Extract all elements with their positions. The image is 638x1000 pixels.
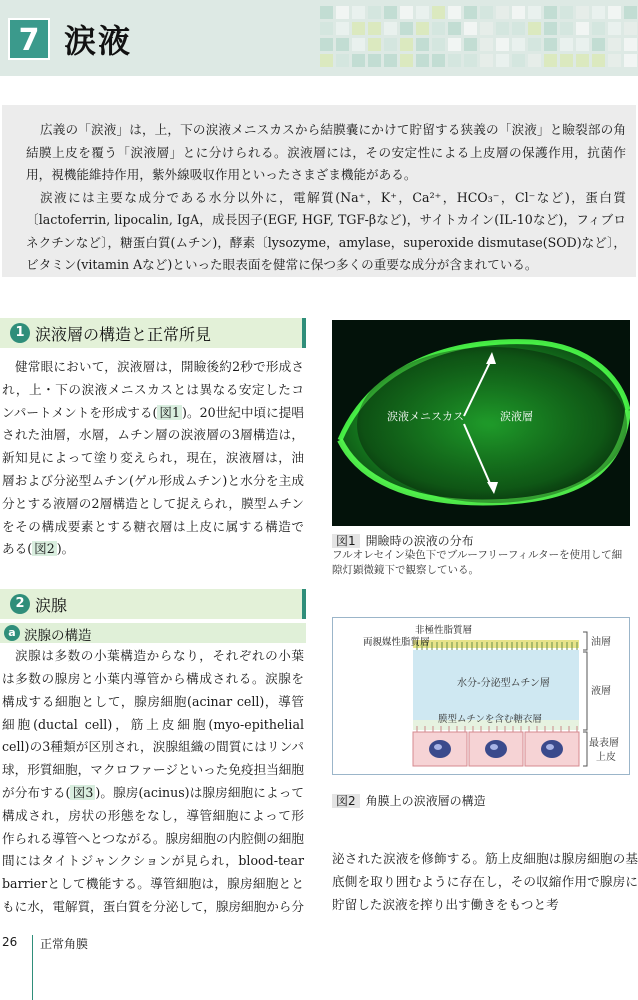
mosaic-tile xyxy=(464,54,477,67)
mosaic-tile xyxy=(416,22,429,35)
mosaic-tile xyxy=(352,6,365,19)
mosaic-tile xyxy=(480,6,493,19)
figure-2-label: 図2 xyxy=(332,794,360,808)
mosaic-tile xyxy=(560,6,573,19)
section-2-text-a: 涙腺は多数の小葉構造からなり，それぞれの小葉は多数の腺房と小葉内導管から構成される。涙腺を構成する細胞として，腺房細胞(acinar cell)，導管細胞(ductal cell)，筋上皮細胞(myo-epithelial cell)の3種類が区別され，涙腺組織の間質にはリンパ球，形質細胞，マクロファージといった免疫担当細胞が分布する( xyxy=(2,648,304,800)
section-1-text-a: 健常眼において，涙液層は，開瞼後約2秒で形成され，上・下の涙液メニスカスとは異なる安定したコンパートメントを形成する( xyxy=(2,359,304,420)
annotation-tear-layer: 涙液層 xyxy=(500,410,533,423)
subsection-a-mark: a xyxy=(4,625,20,641)
figure-1-title: 開瞼時の涙液の分布 xyxy=(365,534,474,548)
mosaic-tile xyxy=(560,38,573,51)
label-glycocalyx: 膜型ムチンを含む糖衣層 xyxy=(438,714,542,725)
mosaic-tile xyxy=(416,6,429,19)
figure-ref-3[interactable]: 図3 xyxy=(72,784,94,800)
chapter-number-badge: 7 xyxy=(8,18,50,60)
mosaic-tile xyxy=(576,54,589,67)
mosaic-tile xyxy=(432,22,445,35)
mosaic-tile xyxy=(496,22,509,35)
mosaic-tile xyxy=(544,6,557,19)
side-label-epithelium-2: 上皮 xyxy=(596,752,616,763)
mosaic-tile xyxy=(544,22,557,35)
mosaic-tile xyxy=(352,22,365,35)
mosaic-tile xyxy=(544,38,557,51)
section-2-body xyxy=(0,645,306,919)
mosaic-tile xyxy=(336,54,349,67)
mosaic-tile xyxy=(320,54,333,67)
book-title: 正常角膜 xyxy=(40,937,89,951)
mosaic-tile xyxy=(368,6,381,19)
mosaic-tile xyxy=(336,22,349,35)
footer-rule xyxy=(32,935,33,1000)
header-mosaic-decoration xyxy=(300,4,638,72)
mosaic-tile xyxy=(592,22,605,35)
mosaic-tile xyxy=(336,6,349,19)
mosaic-tile xyxy=(448,54,461,67)
label-aqueous-mucin: 水分-分泌型ムチン層 xyxy=(457,678,550,689)
mosaic-tile xyxy=(432,54,445,67)
figure-2-caption xyxy=(332,790,486,809)
mosaic-tile xyxy=(592,54,605,67)
mosaic-tile xyxy=(368,54,381,67)
mosaic-tile xyxy=(432,38,445,51)
mosaic-tile xyxy=(608,22,621,35)
mosaic-tile xyxy=(448,38,461,51)
section-1-text-b: )。20世紀中頃に提唱された油層，水層，ムチン層の涙液層の3層構造は，新知見によって塗り変えられ，現在，涙液層は，油層および分泌型ムチン(ゲル形成ムチン)と水分を主成分とする液層の2層構造として捉えられ，膜型ムチンをその構成要素とする糖衣層は上皮に属する構造である( xyxy=(2,404,304,557)
mosaic-tile xyxy=(576,22,589,35)
mosaic-tile xyxy=(400,54,413,67)
mosaic-tile xyxy=(512,6,525,19)
figure-1-image xyxy=(332,320,630,526)
figure-1-description: フルオレセイン染色下でブルーフリーフィルターを使用して細隙灯顕微鏡下で観察している。 xyxy=(332,549,623,576)
mosaic-tile xyxy=(624,22,637,35)
chapter-title: 涙液 xyxy=(64,22,133,60)
section-1-heading xyxy=(0,318,306,348)
mosaic-tile xyxy=(608,6,621,19)
mosaic-tile xyxy=(608,54,621,67)
mosaic-tile xyxy=(624,6,637,19)
intro-box xyxy=(2,105,636,277)
mosaic-tile xyxy=(528,54,541,67)
mosaic-tile xyxy=(384,22,397,35)
mosaic-tile xyxy=(320,22,333,35)
section-2-number: 2 xyxy=(10,594,30,614)
mosaic-tile xyxy=(576,6,589,19)
mosaic-tile xyxy=(528,6,541,19)
right-column-text: 泌された涙液を修飾する。筋上皮細胞は腺房細胞の基底側を取り囲むように存在し，その収縮作用で腺房に貯留した涙液を搾り出す働きをもつと考 xyxy=(332,851,638,912)
mosaic-tile xyxy=(512,54,525,67)
left-column xyxy=(0,318,306,919)
mosaic-tile xyxy=(384,54,397,67)
mosaic-tile xyxy=(592,6,605,19)
mosaic-tile xyxy=(480,38,493,51)
subsection-a-heading xyxy=(0,623,306,643)
mosaic-tile xyxy=(352,38,365,51)
figure-2-diagram xyxy=(332,617,630,775)
mosaic-tile xyxy=(384,38,397,51)
subsection-a-title: 涙腺の構造 xyxy=(24,628,92,645)
mosaic-tile xyxy=(608,38,621,51)
mosaic-tile xyxy=(400,22,413,35)
mosaic-tile xyxy=(512,38,525,51)
mosaic-tile xyxy=(576,38,589,51)
figure-ref-1[interactable]: 図1 xyxy=(159,404,181,420)
mosaic-tile xyxy=(448,6,461,19)
mosaic-tile xyxy=(544,54,557,67)
figure-ref-2[interactable]: 図2 xyxy=(34,541,55,557)
mosaic-tile xyxy=(480,22,493,35)
fluorescein-eye-image xyxy=(332,320,630,526)
figure-1-label: 図1 xyxy=(332,534,360,548)
section-2-title: 涙腺 xyxy=(35,596,68,616)
mosaic-tile xyxy=(320,6,333,19)
mosaic-tile xyxy=(368,38,381,51)
mosaic-tile xyxy=(496,54,509,67)
mosaic-tile xyxy=(400,38,413,51)
mosaic-tile xyxy=(624,38,637,51)
mosaic-tile xyxy=(336,38,349,51)
heading-accent-bar xyxy=(302,318,306,348)
figure-2-title: 角膜上の涙液層の構造 xyxy=(365,794,486,808)
tear-film-structure-diagram xyxy=(333,618,629,774)
mosaic-tile xyxy=(464,6,477,19)
mosaic-tile xyxy=(368,22,381,35)
intro-paragraph-2: 涙液には主要な成分である水分以外に，電解質(Na⁺，K⁺，Ca²⁺，HCO₃⁻，Cl⁻など)，蛋白質〔lactoferrin, lipocalin, IgA，成長因子(EGF, HGF, TGF-βなど)，サイトカイン(IL-10など)，フィブロネクチンなど〕，糖蛋白質(ムチン)，酵素〔lysozyme，amylase，superoxide dismutase(SOD)など〕，ビタミン(vitamin Aなど)といった眼表面を健常に保つ多くの重要な成分が含まれている。 xyxy=(26,189,626,272)
page-number: 26 xyxy=(2,935,18,949)
label-nonpolar-lipid: 非極性脂質層 xyxy=(415,625,473,636)
mosaic-tile xyxy=(528,22,541,35)
mosaic-tile xyxy=(416,54,429,67)
section-2-text-b: )。腺房(acinus)は腺房細胞によって構成され，房状の形態をなし，導管細胞によって形作られる導管へとつながる。腺房細胞の内腔側の細胞間にはタイトジャンクションが見られ，blood-tear barrierとして機能する。導管細胞は，腺房細胞とともに水，電解質，蛋白質を分泌して，腺房細胞から分 xyxy=(2,784,305,914)
mosaic-tile xyxy=(464,22,477,35)
mosaic-tile xyxy=(400,6,413,19)
mosaic-tile xyxy=(560,22,573,35)
mosaic-tile xyxy=(560,54,573,67)
section-1-number: 1 xyxy=(10,323,30,343)
mosaic-tile xyxy=(320,38,333,51)
mosaic-tile xyxy=(416,38,429,51)
side-label-oil: 油層 xyxy=(591,637,611,648)
mosaic-tile xyxy=(512,22,525,35)
mosaic-tile xyxy=(448,22,461,35)
heading-accent-bar xyxy=(302,589,306,619)
intro-paragraph-1: 広義の「涙液」は，上，下の涙液メニスカスから結膜嚢にかけて貯留する狭義の「涙液」と瞼裂部の角結膜上皮を覆う「涙液層」とに分けられる。涙液層には，その安定性による上皮層の保護作用，抗菌作用，視機能維持作用，紫外線吸収作用といったさまざま機能がある。 xyxy=(26,122,626,182)
annotation-meniscus: 涙液メニスカス xyxy=(387,410,464,423)
mosaic-tile xyxy=(432,6,445,19)
mosaic-tile xyxy=(480,54,493,67)
section-1-title: 涙液層の構造と正常所見 xyxy=(35,325,212,344)
chapter-header xyxy=(0,0,638,76)
section-1-text-c: )。 xyxy=(56,541,75,557)
figure-1-caption xyxy=(332,530,474,549)
section-2-heading xyxy=(0,589,306,619)
mosaic-tile xyxy=(496,38,509,51)
label-amphiphilic-lipid: 両親媒性脂質層 xyxy=(363,637,430,648)
mosaic-tile xyxy=(592,38,605,51)
mosaic-tile xyxy=(528,38,541,51)
side-label-liquid: 液層 xyxy=(591,686,611,697)
mosaic-tile xyxy=(464,38,477,51)
mosaic-tile xyxy=(624,54,637,67)
section-1-body xyxy=(0,356,306,561)
mosaic-tile xyxy=(496,6,509,19)
mosaic-tile xyxy=(352,54,365,67)
mosaic-tile xyxy=(384,6,397,19)
side-label-epithelium-1: 最表層 xyxy=(589,738,619,749)
